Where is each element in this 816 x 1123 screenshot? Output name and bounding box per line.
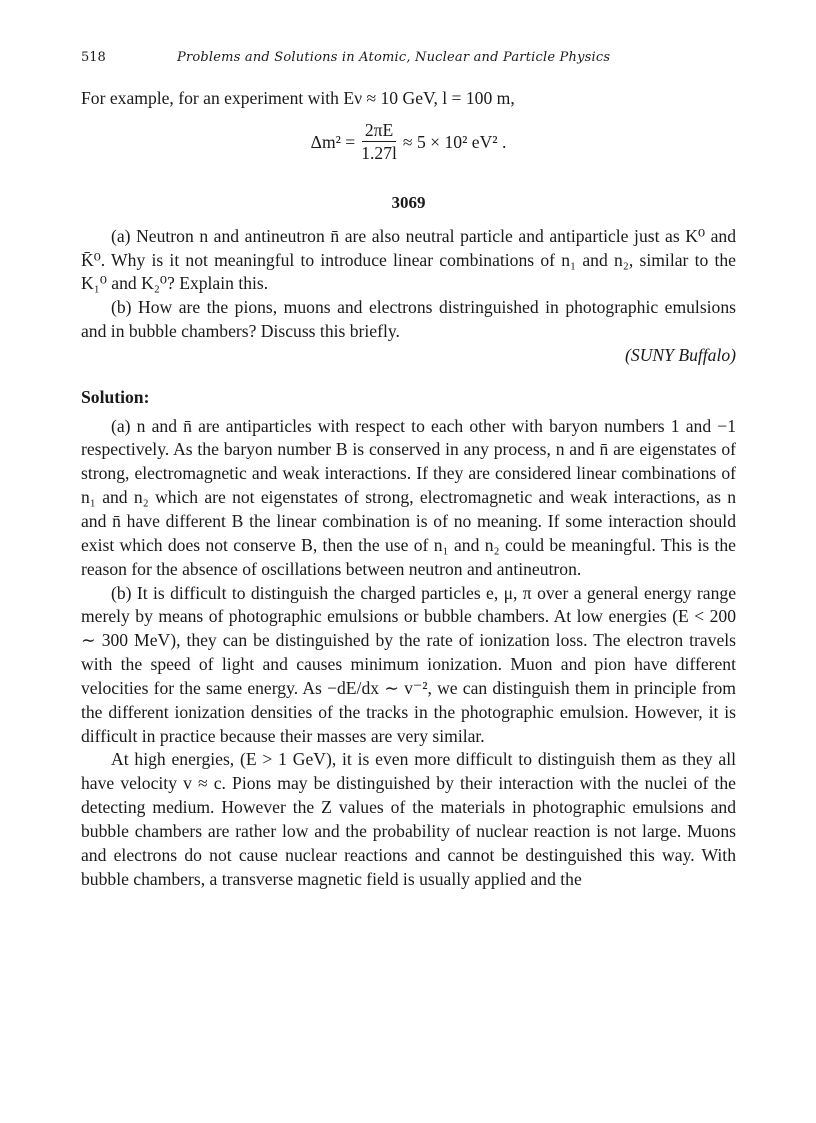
problem-part-a: (a) Neutron n and antineutron n̄ are also neutral particle and antiparticle just as K⁰ and K̄⁰. Why is it not meaningful to introduce linear combinations of n₁ and n₂, similar to the K₁⁰ and K₂⁰? Explain this. — [81, 225, 736, 294]
page-body — [81, 87, 736, 891]
solution-heading: Solution: — [81, 386, 150, 407]
equation-lhs: Δm² = — [310, 131, 356, 152]
page-number: 518 — [81, 50, 106, 65]
running-title: Problems and Solutions in Atomic, Nuclear and Particle Physics — [177, 50, 611, 65]
equation-denominator: 1.27l — [361, 143, 397, 164]
equation-rhs: ≈ 5 × 10² eV² . — [402, 131, 507, 152]
solution-paragraph: (a) n and n̄ are antiparticles with respect to each other with baryon numbers 1 and −1 respectively. As the baryon number B is conserved in any process, n and n̄ are eigenstates of strong, electromagnetic and weak interactions. If they are considered linear combinations of n₁ and n₂ which are not eigenstates of strong, electromagnetic and weak interactions, as n and n̄ have different B the linear combination is of no meaning. If some interaction should exist which does not conserve B, then the use of n₁ and n₂ could be meaningful. This is the reason for the absence of oscillations between neutron and antineutron. — [81, 415, 736, 579]
solution-paragraph: At high energies, (E > 1 GeV), it is even more difficult to distinguish them as they all have velocity v ≈ c. Pions may be distinguished by their interaction with the nuclei of the detecting medium. However the Z values of the materials in photographic emulsions and bubble chambers are rather low and the probability of nuclear reaction is not large. Muons and electrons do not cause nuclear reactions and cannot be destinguished this way. With bubble chambers, a transverse magnetic field is usually applied and the — [81, 749, 736, 889]
problem-part-b: (b) How are the pions, muons and electrons distringuished in photographic emulsions and in bubble chambers? Discuss this briefly. — [81, 297, 736, 342]
intro-text: For example, for an experiment with Eν ≈ 10 GeV, l = 100 m, — [81, 88, 515, 108]
equation-fraction — [361, 120, 397, 163]
problem-source: (SUNY Buffalo) — [625, 344, 736, 365]
problem-number: 3069 — [391, 192, 426, 212]
page-header — [81, 48, 736, 70]
display-equation — [81, 113, 736, 171]
equation-numerator: 2πE — [362, 120, 396, 142]
solution-paragraph: (b) It is difficult to distinguish the charged particles e, μ, π over a general energy range merely by means of photographic emulsions or bubble chambers. At low energies (E < 200 ∼ 300 MeV), they can be distinguished by the rate of ionization loss. The electron travels with the speed of light and causes minimum ionization. Muon and pion have different velocities for the same energy. As −dE/dx ∼ v⁻², we can distinguish them in principle from the different ionization densities of the tracks in the photographic emulsion. However, it is difficult in practice because their masses are very similar. — [81, 582, 736, 746]
